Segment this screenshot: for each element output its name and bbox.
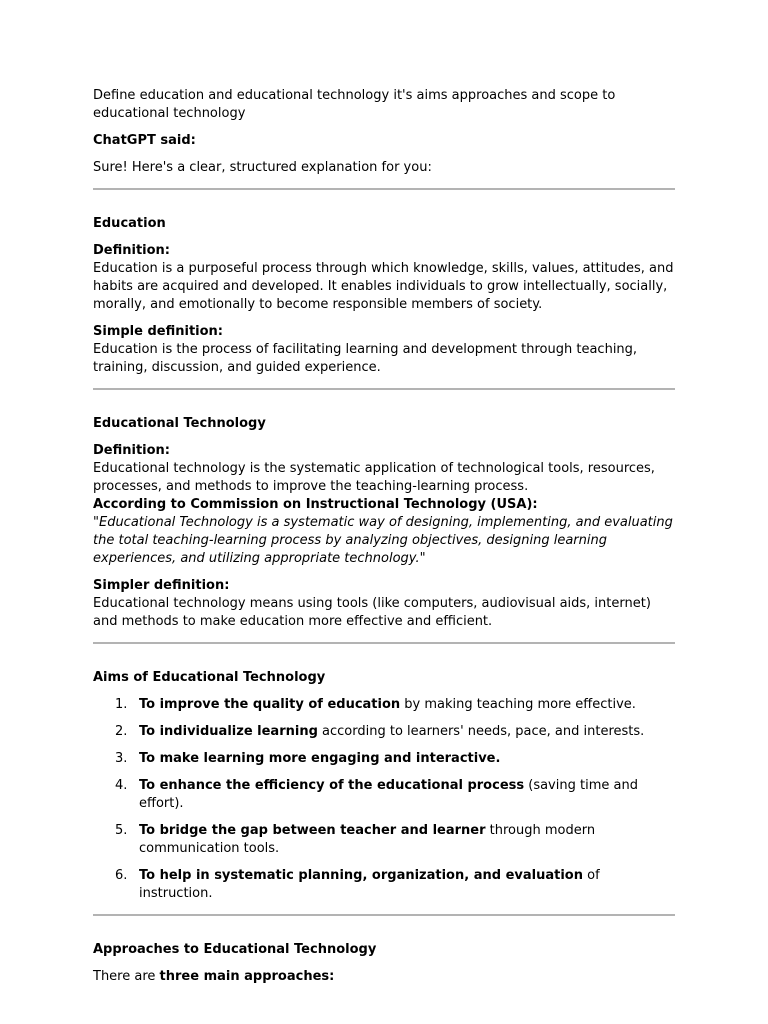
- section-heading-education: Education: [93, 216, 166, 231]
- list-item: [93, 867, 677, 903]
- list-number: 6.: [115, 868, 128, 883]
- list-item: [93, 822, 677, 858]
- list-number: 4.: [115, 778, 128, 793]
- divider: [93, 188, 675, 190]
- divider: [93, 642, 675, 644]
- section-heading-edtech: Educational Technology: [93, 416, 266, 431]
- list-item: [93, 750, 677, 768]
- list-item: [93, 723, 677, 741]
- definition-text: Educational technology is the systematic application of technological tools, resources, processes, and methods to improve the teaching-learning process.: [93, 461, 655, 494]
- divider: [93, 914, 675, 916]
- list-item-bold: To make learning more engaging and interactive.: [139, 751, 501, 766]
- document-body: [93, 87, 677, 986]
- aims-list: [93, 696, 677, 903]
- definition-text: Education is a purposeful process through which knowledge, skills, values, attitudes, and habits are acquired and developed. It enables individuals to grow intellectually, socially, morally, and emotionally to become responsible members of society.: [93, 261, 674, 312]
- list-item-text: through modern communication tools.: [139, 823, 596, 856]
- simpler-definition-text: Educational technology means using tools (like computers, audiovisual aids, internet) and methods to make education more effective and efficient.: [93, 596, 651, 629]
- speaker-label: ChatGPT said:: [93, 133, 196, 148]
- list-item-bold: To improve the quality of education: [139, 697, 401, 712]
- list-number: 1.: [115, 697, 128, 712]
- section-heading-approaches: Approaches to Educational Technology: [93, 942, 377, 957]
- simple-definition-label: Simple definition:: [93, 324, 223, 339]
- list-number: 3.: [115, 751, 128, 766]
- list-item-bold: To bridge the gap between teacher and learner: [139, 823, 486, 838]
- definition-label: Definition:: [93, 243, 171, 258]
- list-number: 5.: [115, 823, 128, 838]
- definition-label: Definition:: [93, 443, 171, 458]
- list-item-text: by making teaching more effective.: [400, 697, 636, 712]
- list-item: [93, 696, 677, 714]
- simple-definition-text: Education is the process of facilitating learning and development through teaching, training, discussion, and guided experience.: [93, 342, 638, 375]
- list-item-text: according to learners' needs, pace, and interests.: [317, 724, 645, 739]
- list-item-text: of instruction.: [139, 868, 600, 901]
- section-heading-aims: Aims of Educational Technology: [93, 670, 326, 685]
- divider: [93, 388, 675, 390]
- commission-label: According to Commission on Instructional Technology (USA):: [93, 497, 538, 512]
- list-item-bold: To individualize learning: [139, 724, 318, 739]
- list-item: [93, 777, 677, 813]
- intro-text: Sure! Here's a clear, structured explanation for you:: [93, 160, 432, 175]
- simpler-definition-label: Simpler definition:: [93, 578, 230, 593]
- user-prompt: Define education and educational technology it's aims approaches and scope to educational technology: [93, 88, 616, 121]
- list-item-text: (saving time and effort).: [139, 778, 638, 811]
- approaches-lead: [93, 968, 677, 986]
- approaches-lead-text: There are: [93, 969, 160, 984]
- list-item-bold: To help in systematic planning, organization, and evaluation: [139, 868, 583, 883]
- list-number: 2.: [115, 724, 128, 739]
- list-item-bold: To enhance the efficiency of the educational process: [139, 778, 525, 793]
- approaches-lead-bold: three main approaches:: [159, 969, 335, 984]
- commission-quote: "Educational Technology is a systematic way of designing, implementing, and evaluating the total teaching-learning process by analyzing objectives, designing learning experiences, and utilizing appropriate technology.": [93, 515, 673, 566]
